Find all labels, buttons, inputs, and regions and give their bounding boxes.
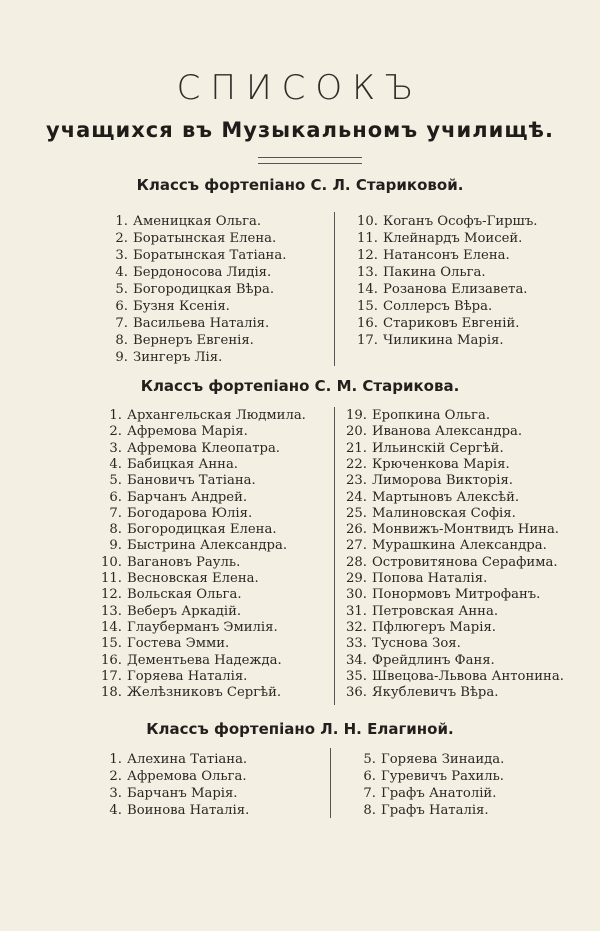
list-item-number: 5. — [115, 282, 128, 297]
list-item-name: Барчанъ Марія. — [127, 786, 238, 801]
list-item — [100, 571, 259, 587]
list-item-name: Гуревичъ Рахиль. — [381, 769, 504, 784]
list-item-number: 2. — [109, 424, 122, 440]
list-item-number: 10. — [357, 214, 378, 229]
list-item-name: Боратынская Татіана. — [133, 248, 287, 263]
list-item-name: Горяева Наталія. — [127, 668, 248, 684]
list-item-number: 21. — [346, 440, 367, 456]
list-item — [354, 769, 504, 785]
list-item-name: Желѣзниковъ Сергѣй. — [127, 685, 282, 701]
list-item-name: Стариковъ Евгеній. — [383, 316, 520, 331]
list-item-number: 7. — [109, 505, 122, 521]
list-item — [345, 457, 510, 473]
list-item-name: Малиновская Софія. — [372, 505, 516, 521]
list-item-number: 25. — [346, 505, 367, 521]
list-item — [100, 769, 247, 785]
column-divider — [330, 748, 331, 818]
list-item-name: Воинова Наталія. — [127, 803, 250, 818]
list-item — [345, 490, 519, 506]
list-item — [354, 786, 496, 802]
list-item — [356, 282, 528, 298]
list-item-name: Коганъ Ософъ-Гиршъ. — [383, 214, 538, 229]
list-item-number: 1. — [109, 752, 122, 767]
list-item-number: 33. — [346, 636, 367, 652]
section-heading-starikov: Классъ фортепіано С. М. Старикова. — [140, 377, 460, 395]
list-item-name: Аменицкая Ольга. — [133, 214, 262, 229]
list-item-number: 6. — [363, 769, 376, 784]
list-item-number: 19. — [346, 408, 367, 423]
list-item-name: Пакина Ольга. — [383, 265, 486, 280]
list-item-number: 5. — [363, 752, 376, 767]
list-item-name: Бабицкая Анна. — [127, 456, 238, 472]
list-item-number: 13. — [101, 603, 122, 619]
list-item — [106, 299, 230, 315]
list-item-number: 28. — [346, 554, 367, 570]
list-item-number: 12. — [101, 587, 122, 603]
list-item — [106, 350, 222, 366]
list-item-name: Петровская Анна. — [372, 603, 499, 619]
list-item — [345, 538, 547, 554]
list-item-number: 14. — [357, 282, 378, 297]
list-item-number: 17. — [357, 333, 378, 348]
list-item-number: 10. — [101, 554, 122, 570]
list-item-number: 35. — [346, 668, 367, 684]
list-item-number: 3. — [109, 786, 122, 801]
list-item-name: Монвижъ-Монтвидъ Нина. — [372, 522, 560, 538]
list-item-number: 15. — [101, 636, 122, 652]
list-item-name: Вернеръ Евгенія. — [133, 333, 254, 348]
list-item-number: 27. — [346, 538, 367, 554]
list-item-number: 5. — [109, 473, 122, 489]
list-item — [345, 604, 498, 620]
list-item-number: 3. — [115, 248, 128, 263]
list-item — [106, 214, 261, 230]
list-item-number: 16. — [101, 652, 122, 668]
list-item-number: 4. — [115, 265, 128, 280]
list-item — [345, 636, 461, 652]
list-item-number: 11. — [101, 571, 122, 586]
list-item-number: 20. — [346, 424, 367, 440]
list-item — [100, 620, 278, 636]
list-item — [356, 231, 522, 247]
list-item-number: 22. — [346, 456, 367, 472]
page-title: СПИСОКЪ — [176, 68, 424, 108]
list-item-number: 16. — [357, 316, 378, 331]
list-item — [106, 265, 271, 281]
list-item-name: Барчанъ Андрей. — [127, 489, 248, 505]
list-item-name: Афремова Марія. — [127, 424, 248, 440]
list-item — [356, 333, 504, 349]
list-item — [100, 424, 248, 440]
list-item — [100, 506, 252, 522]
list-item-name: Веберъ Аркадій. — [127, 603, 242, 619]
list-item — [100, 685, 281, 701]
list-item-number: 1. — [109, 408, 122, 423]
list-item-number: 36. — [346, 685, 367, 701]
list-item — [345, 571, 487, 587]
list-item — [345, 506, 516, 522]
list-item-name: Васильева Наталія. — [133, 316, 270, 331]
list-item — [356, 214, 537, 230]
list-item-number: 29. — [346, 571, 367, 586]
list-item-number: 4. — [109, 803, 122, 818]
list-item-name: Бузня Ксенія. — [133, 299, 230, 314]
list-item-name: Богородицкая Елена. — [127, 522, 277, 538]
list-item-name: Богородицкая Вѣра. — [133, 282, 275, 297]
list-item-name: Якублевичъ Вѣра. — [372, 685, 499, 701]
list-item — [100, 587, 242, 603]
list-item-name: Соллерсъ Вѣра. — [383, 299, 493, 314]
list-item — [100, 803, 249, 819]
list-item-name: Бановичъ Татіана. — [127, 473, 256, 489]
list-item-number: 34. — [346, 652, 367, 668]
list-item-number: 17. — [101, 668, 122, 684]
list-item — [345, 669, 564, 685]
list-item — [345, 408, 490, 424]
list-item-number: 26. — [346, 522, 367, 538]
list-item-name: Пфлюгеръ Марія. — [372, 619, 496, 635]
list-item-name: Островитянова Серафима. — [372, 554, 558, 570]
list-item-name: Графъ Анатолій. — [381, 786, 497, 801]
list-item-name: Дементьева Надежда. — [127, 652, 282, 668]
list-item — [345, 685, 498, 701]
list-item-name: Богодарова Юлія. — [127, 505, 253, 521]
list-item — [100, 636, 229, 652]
list-item-name: Фрейдлинъ Фаня. — [372, 652, 495, 668]
list-item-number: 8. — [109, 522, 122, 538]
list-item-number: 14. — [101, 619, 122, 635]
list-item — [354, 803, 489, 819]
list-item — [356, 316, 519, 332]
column-divider — [334, 407, 335, 705]
list-item — [106, 231, 276, 247]
list-item-name: Афремова Ольга. — [127, 769, 247, 784]
list-item — [354, 752, 504, 768]
list-item — [345, 555, 558, 571]
list-item-number: 4. — [109, 456, 122, 472]
list-item — [345, 424, 522, 440]
list-item-name: Весновская Елена. — [127, 571, 259, 586]
section-heading-elagina: Классъ фортепіано Л. Н. Елагиной. — [146, 720, 454, 738]
list-item-number: 6. — [115, 299, 128, 314]
list-item-name: Еропкина Ольга. — [372, 408, 491, 423]
list-item-number: 1. — [115, 214, 128, 229]
list-item-name: Ильинскій Сергѣй. — [372, 440, 504, 456]
list-item-number: 32. — [346, 619, 367, 635]
list-item — [106, 248, 286, 264]
section-heading-starikova: Классъ фортепіано С. Л. Стариковой. — [136, 176, 464, 194]
list-item-number: 2. — [115, 231, 128, 246]
list-item-name: Афремова Клеопатра. — [127, 440, 281, 456]
title-ornament-rule — [258, 157, 362, 164]
list-item-number: 8. — [115, 333, 128, 348]
list-item — [100, 473, 256, 489]
list-item — [345, 441, 504, 457]
list-item-number: 11. — [357, 231, 378, 246]
list-item — [345, 587, 540, 603]
list-item-number: 7. — [115, 316, 128, 331]
list-item-name: Чиликина Марія. — [383, 333, 504, 348]
list-item-number: 24. — [346, 489, 367, 505]
list-item-number: 31. — [346, 603, 367, 619]
list-item-name: Попова Наталія. — [372, 571, 488, 586]
list-item-number: 9. — [109, 538, 122, 554]
page-subtitle: учащихся въ Музыкальномъ училищѣ. — [46, 118, 554, 142]
list-item — [100, 441, 280, 457]
list-item-name: Горяева Зинаида. — [381, 752, 505, 767]
list-item-name: Лиморова Викторія. — [372, 473, 513, 489]
list-item — [345, 473, 513, 489]
list-item-name: Бердоносова Лидія. — [133, 265, 272, 280]
list-item — [345, 522, 559, 538]
list-item-name: Быстрина Александра. — [127, 538, 288, 554]
list-item — [100, 538, 287, 554]
list-item-number: 30. — [346, 587, 367, 603]
list-item-name: Глауберманъ Эмилія. — [127, 619, 278, 635]
list-item-name: Туснова Зоя. — [372, 636, 461, 652]
list-item — [100, 522, 277, 538]
list-item-name: Вольская Ольга. — [127, 587, 242, 603]
list-item — [356, 265, 486, 281]
list-item-number: 8. — [363, 803, 376, 818]
list-item-number: 23. — [346, 473, 367, 489]
list-item — [345, 653, 495, 669]
list-item — [106, 316, 269, 332]
list-item — [100, 653, 282, 669]
list-item-name: Вагановъ Рауль. — [127, 554, 241, 570]
list-item-number: 6. — [109, 489, 122, 505]
list-item-name: Розанова Елизавета. — [383, 282, 528, 297]
list-item — [100, 408, 306, 424]
list-item-name: Клейнардъ Моисей. — [383, 231, 523, 246]
list-item-name: Натансонъ Елена. — [383, 248, 510, 263]
list-item-name: Крюченкова Марія. — [372, 456, 510, 472]
list-item — [356, 248, 510, 264]
list-item — [100, 752, 247, 768]
list-item-number: 9. — [115, 350, 128, 365]
list-item-name: Иванова Александра. — [372, 424, 523, 440]
list-item-number: 3. — [109, 440, 122, 456]
list-item-name: Мурашкина Александра. — [372, 538, 547, 554]
list-item-name: Алехина Татіана. — [127, 752, 248, 767]
list-item-name: Архангельская Людмила. — [127, 408, 306, 423]
list-item-number: 2. — [109, 769, 122, 784]
list-item — [106, 282, 274, 298]
list-item — [100, 457, 238, 473]
list-item-name: Боратынская Елена. — [133, 231, 277, 246]
column-divider — [334, 212, 335, 366]
list-item — [100, 786, 237, 802]
list-item-number: 13. — [357, 265, 378, 280]
list-item-name: Швецова-Львова Антонина. — [372, 668, 564, 684]
list-item — [356, 299, 492, 315]
list-item-number: 15. — [357, 299, 378, 314]
list-item — [100, 669, 247, 685]
list-item-name: Мартыновъ Алексѣй. — [372, 489, 520, 505]
list-item-name: Гостева Эмми. — [127, 636, 230, 652]
list-item — [100, 490, 247, 506]
list-item — [345, 620, 496, 636]
list-item-name: Зингеръ Лія. — [133, 350, 223, 365]
list-item-number: 7. — [363, 786, 376, 801]
list-item-number: 18. — [101, 685, 122, 701]
list-item — [100, 555, 240, 571]
list-item — [100, 604, 241, 620]
list-item-name: Понормовъ Митрофанъ. — [372, 587, 541, 603]
list-item-number: 12. — [357, 248, 378, 263]
list-item-name: Графъ Наталія. — [381, 803, 489, 818]
list-item — [106, 333, 254, 349]
